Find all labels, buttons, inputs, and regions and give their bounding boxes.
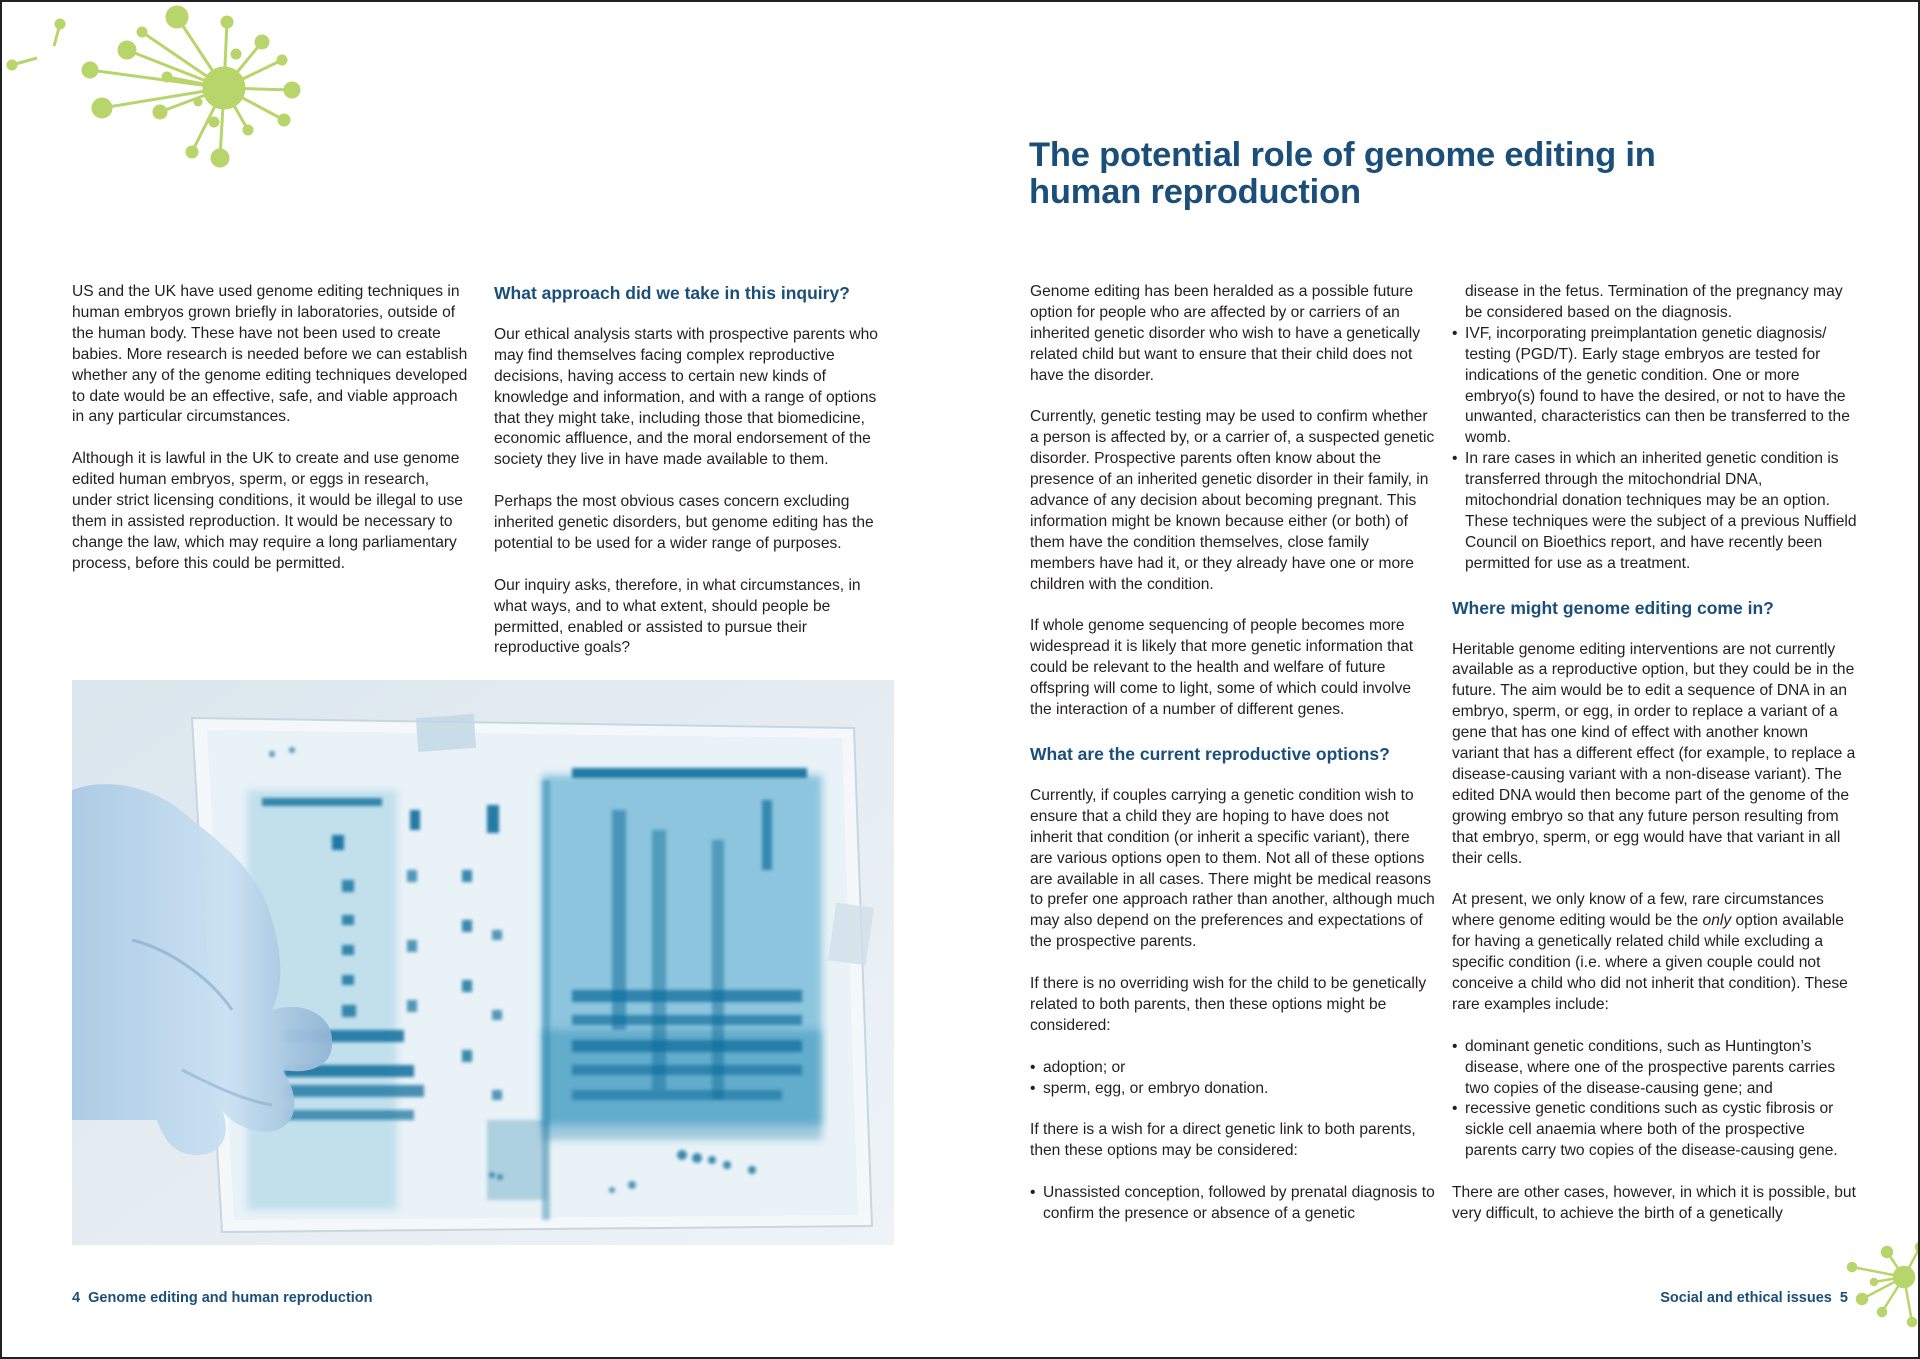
bullet-list [1030,1183,1435,1225]
paragraph-continued: disease in the fetus. Termination of the pregnancy may be considered based on the diagnosis. [1465,283,1843,321]
paragraph: US and the UK have used genome editing techniques in human embryos grown briefly in laboratories, outside of the human body. These have not been used to create babies. More research is needed before we can establish whether any of the genome editing techniques developed to date would be an effective, safe, and viable approach in any particular circumstances. [72,283,468,426]
list-item: • adoption; or [1030,1058,1435,1079]
list-item: • IVF, incorporating preimplantation genetic diagnosis/ testing (PGD/T). Early stage embryos are tested for indications of the genetic condition. One or more embryo(s) found to have the desired, or not to have the unwanted, characteristics can then be transferred to the womb. [1452,324,1857,449]
paragraph: Genome editing has been heralded as a possible future option for people who are affected by or carriers of an inherited genetic disorder who wish to have a genetically related child but want to ensure that their child does not have the disorder. [1030,283,1421,384]
column-4 [1452,282,1857,1246]
section-heading: What are the current reproductive options? [1030,744,1390,764]
list-item: • dominant genetic conditions, such as Huntington’s disease, where one of the prospective parents carries two copies of the disease-causing gene; and [1452,1037,1857,1100]
paragraph: If whole genome sequencing of people becomes more widespread it is likely that more genetic information that could be relevant to the health and welfare of future offspring will come to light, some of which could involve the interaction of a number of different genes. [1030,617,1414,719]
paragraph: Currently, genetic testing may be used to confirm whether a person is affected by, or a carrier of, a suspected genetic disorder. Prospective parents often know about the presence of an inherited genetic disorder in their family, in advance of any decision about becoming pregnant. This information might be known because either (or both) of them have the condition themselves, close family members have had it, or they already have one or more children with the condition. [1030,408,1435,593]
page-number: 4 [72,1290,81,1306]
text-span: option available for having a genetically related child while excluding a specific condition (i.e. where a given couple could not conceive a child who did not inherit that condition). These rare examples include: [1452,912,1848,1013]
paragraph: There are other cases, however, in which it is possible, but very difficult, to achieve the birth of a genetically [1452,1184,1856,1222]
paragraph: Although it is lawful in the UK to create and use genome edited human embryos, sperm, or eggs in research, under strict licensing conditions, it would be illegal to use them in assisted reproduction. It would be necessary to change the law, which may require a long parliamentary process, before this could be permitted. [72,450,463,572]
footer-title: Genome editing and human reproduction [88,1290,373,1306]
paragraph: If there is a wish for a direct genetic link to both parents, then these options may be considered: [1030,1121,1416,1160]
column-2 [494,282,896,680]
page-title: The potential role of genome editing in human reproduction [1029,136,1656,211]
bullet-list [1452,1037,1857,1162]
list-item: • recessive genetic conditions such as cystic fibrosis or sickle cell anaemia where both of the prospective parents carry two copies of the disease-causing gene. [1452,1099,1857,1162]
paragraph: Heritable genome editing interventions are not currently available as a reproductive option, but they could be in the future. The aim would be to edit a sequence of DNA in an embryo, sperm, or egg, in order to replace a variant of a gene that has one kind of effect with another known variant that has a different effect (for example, to replace a disease-causing variant with a non-disease variant). The edited DNA would then become part of the genome of the growing embryo so that any future person resulting from that embryo, sperm, or egg would have that variant in all their cells. [1452,640,1856,867]
section-heading: Where might genome editing come in? [1452,597,1774,618]
paragraph: Our ethical analysis starts with prospective parents who may find themselves facing complex reproductive decisions, having access to certain new kinds of knowledge and information, and with a range of options that they might take, including those that biomedicine, economic affluence, and the moral endorsement of the society they live in have made available to them. [494,325,878,469]
dna-gel-photo [72,680,894,1245]
paragraph: Currently, if couples carrying a genetic condition wish to ensure that a child they are hoping to have does not inherit that condition (or inherit a specific variant), there are various options open to them. Not all of these options are available in all cases. There might be medical reasons to prefer one approach rather than another, although much may also depend on the preferences and expectations of the prospective parents. [1030,786,1435,951]
emphasis: only [1702,912,1732,930]
list-item: • sperm, egg, or embryo donation. [1030,1079,1435,1100]
paragraph: Perhaps the most obvious cases concern excluding inherited genetic disorders, but genome editing has the potential to be used for a wider range of purposes. [494,493,874,552]
paragraph [1452,890,1857,1015]
paragraph: If there is no overriding wish for the child to be genetically related to both parents, then these options might be considered: [1030,975,1427,1034]
page-number: 5 [1839,1290,1848,1306]
bullet-list [1030,1058,1435,1100]
text-span: At present, we only know of a few, rare circumstances where genome editing would be the [1452,891,1824,930]
footer-right [1660,1290,1848,1306]
column-1 [72,282,472,596]
list-item: • In rare cases in which an inherited genetic condition is transferred through the mitochondrial DNA, mitochondrial donation techniques may be an option. These techniques were the subject of a previous Nuffield Council on Bioethics report, and have recently been permitted for use as a treatment. [1452,449,1857,574]
column-3 [1030,282,1435,1246]
footer-title: Social and ethical issues [1660,1290,1832,1306]
list-item: • Unassisted conception, followed by prenatal diagnosis to confirm the presence or absence of a genetic [1030,1183,1435,1225]
molecule-decoration-icon [2,2,322,177]
section-heading: What approach did we take in this inquiry? [494,283,850,303]
paragraph: Our inquiry asks, therefore, in what circumstances, in what ways, and to what extent, should people be permitted, enabled or assisted to pursue their reproductive goals? [494,576,861,657]
footer-left [72,1290,373,1306]
bullet-list [1452,324,1857,575]
